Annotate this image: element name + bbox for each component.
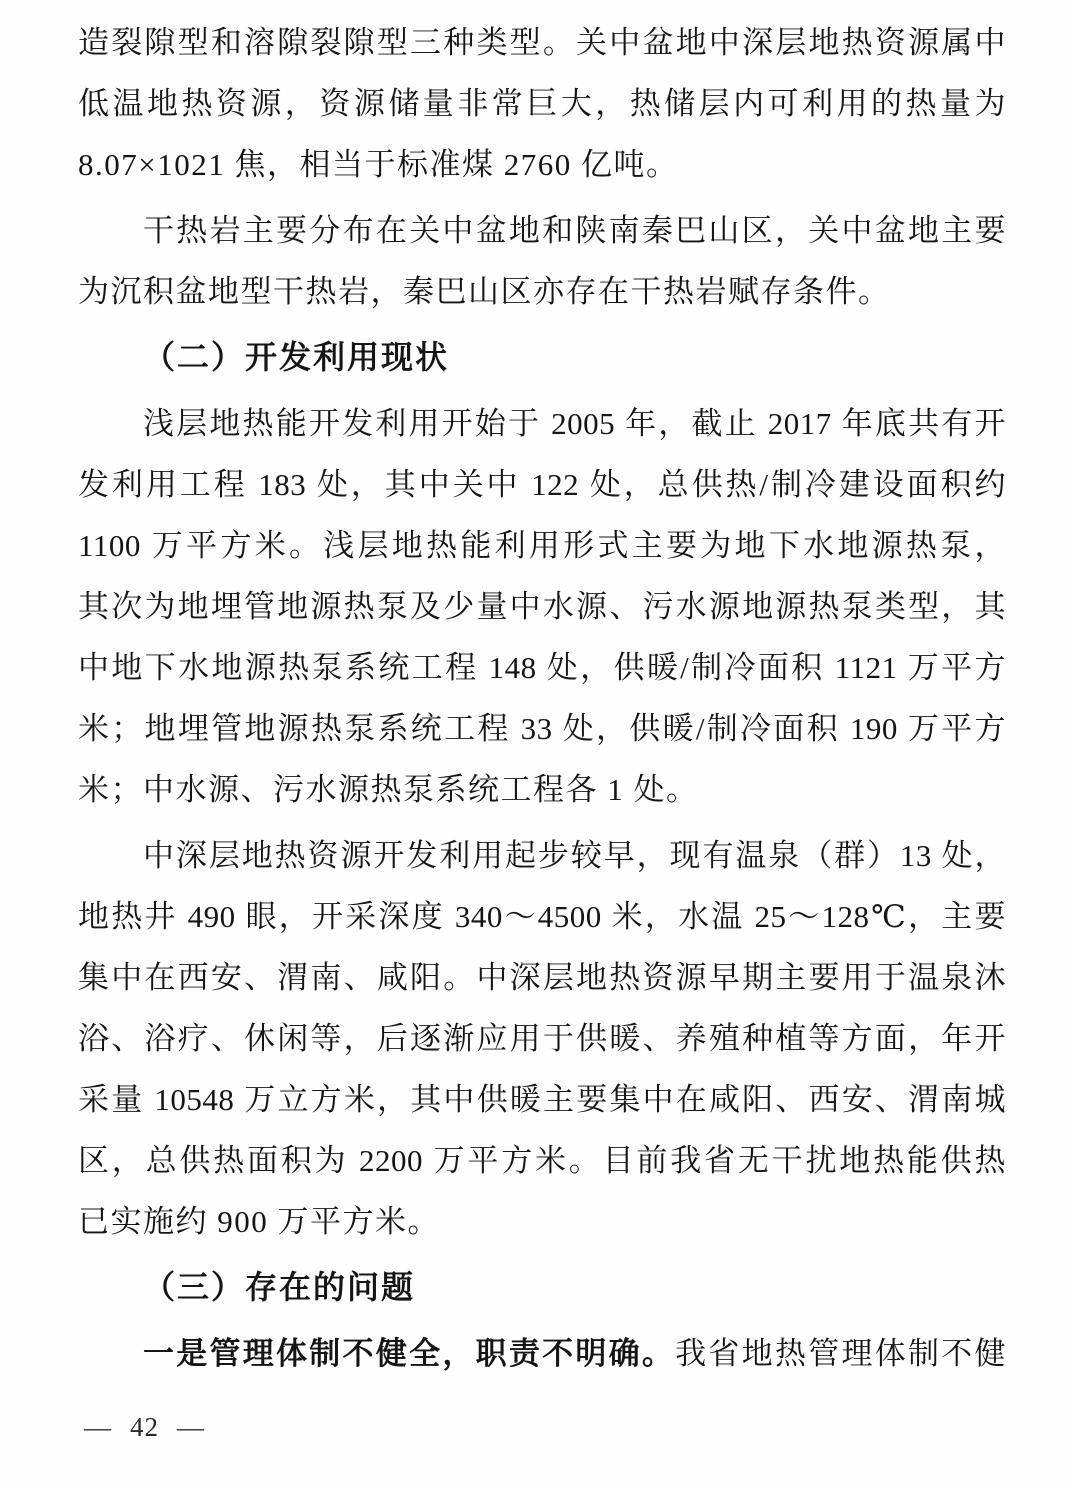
footer-dash-left: — xyxy=(84,1412,112,1442)
bold-lead-in: 一是管理体制不健全，职责不明确。 xyxy=(143,1336,676,1371)
text-line: 低温地热资源，资源储量非常巨大，热储层内可利用的热量为 xyxy=(78,86,1006,121)
text-line: 米；地埋管地源热泵系统工程 33 处，供暖/制冷面积 190 万平方 xyxy=(78,711,1006,746)
paragraph xyxy=(78,825,1006,1252)
text-line: 米；中水源、污水源热泵系统工程各 1 处。 xyxy=(78,772,699,807)
text-run: 我省地热管理体制不健 xyxy=(675,1336,1007,1371)
text-line: 集中在西安、渭南、咸阳。中深层地热资源早期主要用于温泉沐 xyxy=(78,960,1006,995)
text-line xyxy=(78,1323,1006,1384)
text-line: 干热岩主要分布在关中盆地和陕南秦巴山区，关中盆地主要 xyxy=(143,213,1006,248)
section-heading-3: （三）存在的问题 xyxy=(143,1269,416,1305)
text-line: 1100 万平方米。浅层地热能利用形式主要为地下水地源热泵， xyxy=(78,528,1006,563)
text-line: 浅层地热能开发利用开始于 2005 年，截止 2017 年底共有开 xyxy=(143,406,1006,441)
page-footer xyxy=(84,1412,1074,1443)
text-line: 造裂隙型和溶隙裂隙型三种类型。关中盆地中深层地热资源属中 xyxy=(78,25,1006,60)
text-line: 采量 10548 万立方米，其中供暖主要集中在咸阳、西安、渭南城 xyxy=(78,1082,1006,1117)
text-line: 中地下水地源热泵系统工程 148 处，供暖/制冷面积 1121 万平方 xyxy=(78,650,1006,685)
text-line: 已实施约 900 万平方米。 xyxy=(78,1204,440,1239)
paragraph xyxy=(78,1323,1006,1384)
text-line: 为沉积盆地型干热岩，秦巴山区亦存在干热岩赋存条件。 xyxy=(78,274,891,309)
text-line: 中深层地热资源开发利用起步较早，现有温泉（群）13 处， xyxy=(143,838,1006,873)
paragraph xyxy=(78,200,1006,322)
text-line: 8.07×1021 焦，相当于标准煤 2760 亿吨。 xyxy=(78,147,679,182)
page-number: 42 xyxy=(130,1412,159,1442)
footer-dash-right: — xyxy=(177,1412,205,1442)
text-line: 地热井 490 眼，开采深度 340～4500 米，水温 25～128℃，主要 xyxy=(78,899,1006,934)
text-line: 发利用工程 183 处，其中关中 122 处，总供热/制冷建设面积约 xyxy=(78,467,1006,502)
paragraph xyxy=(78,12,1006,195)
text-line: 区，总供热面积为 2200 万平方米。目前我省无干扰地热能供热 xyxy=(78,1143,1006,1178)
paragraph xyxy=(78,393,1006,820)
section-heading-2: （二）开发利用现状 xyxy=(143,339,450,375)
text-line: 其次为地埋管地源热泵及少量中水源、污水源地源热泵类型，其 xyxy=(78,589,1006,624)
text-line: 浴、浴疗、休闲等，后逐渐应用于供暖、养殖种植等方面，年开 xyxy=(78,1021,1006,1056)
